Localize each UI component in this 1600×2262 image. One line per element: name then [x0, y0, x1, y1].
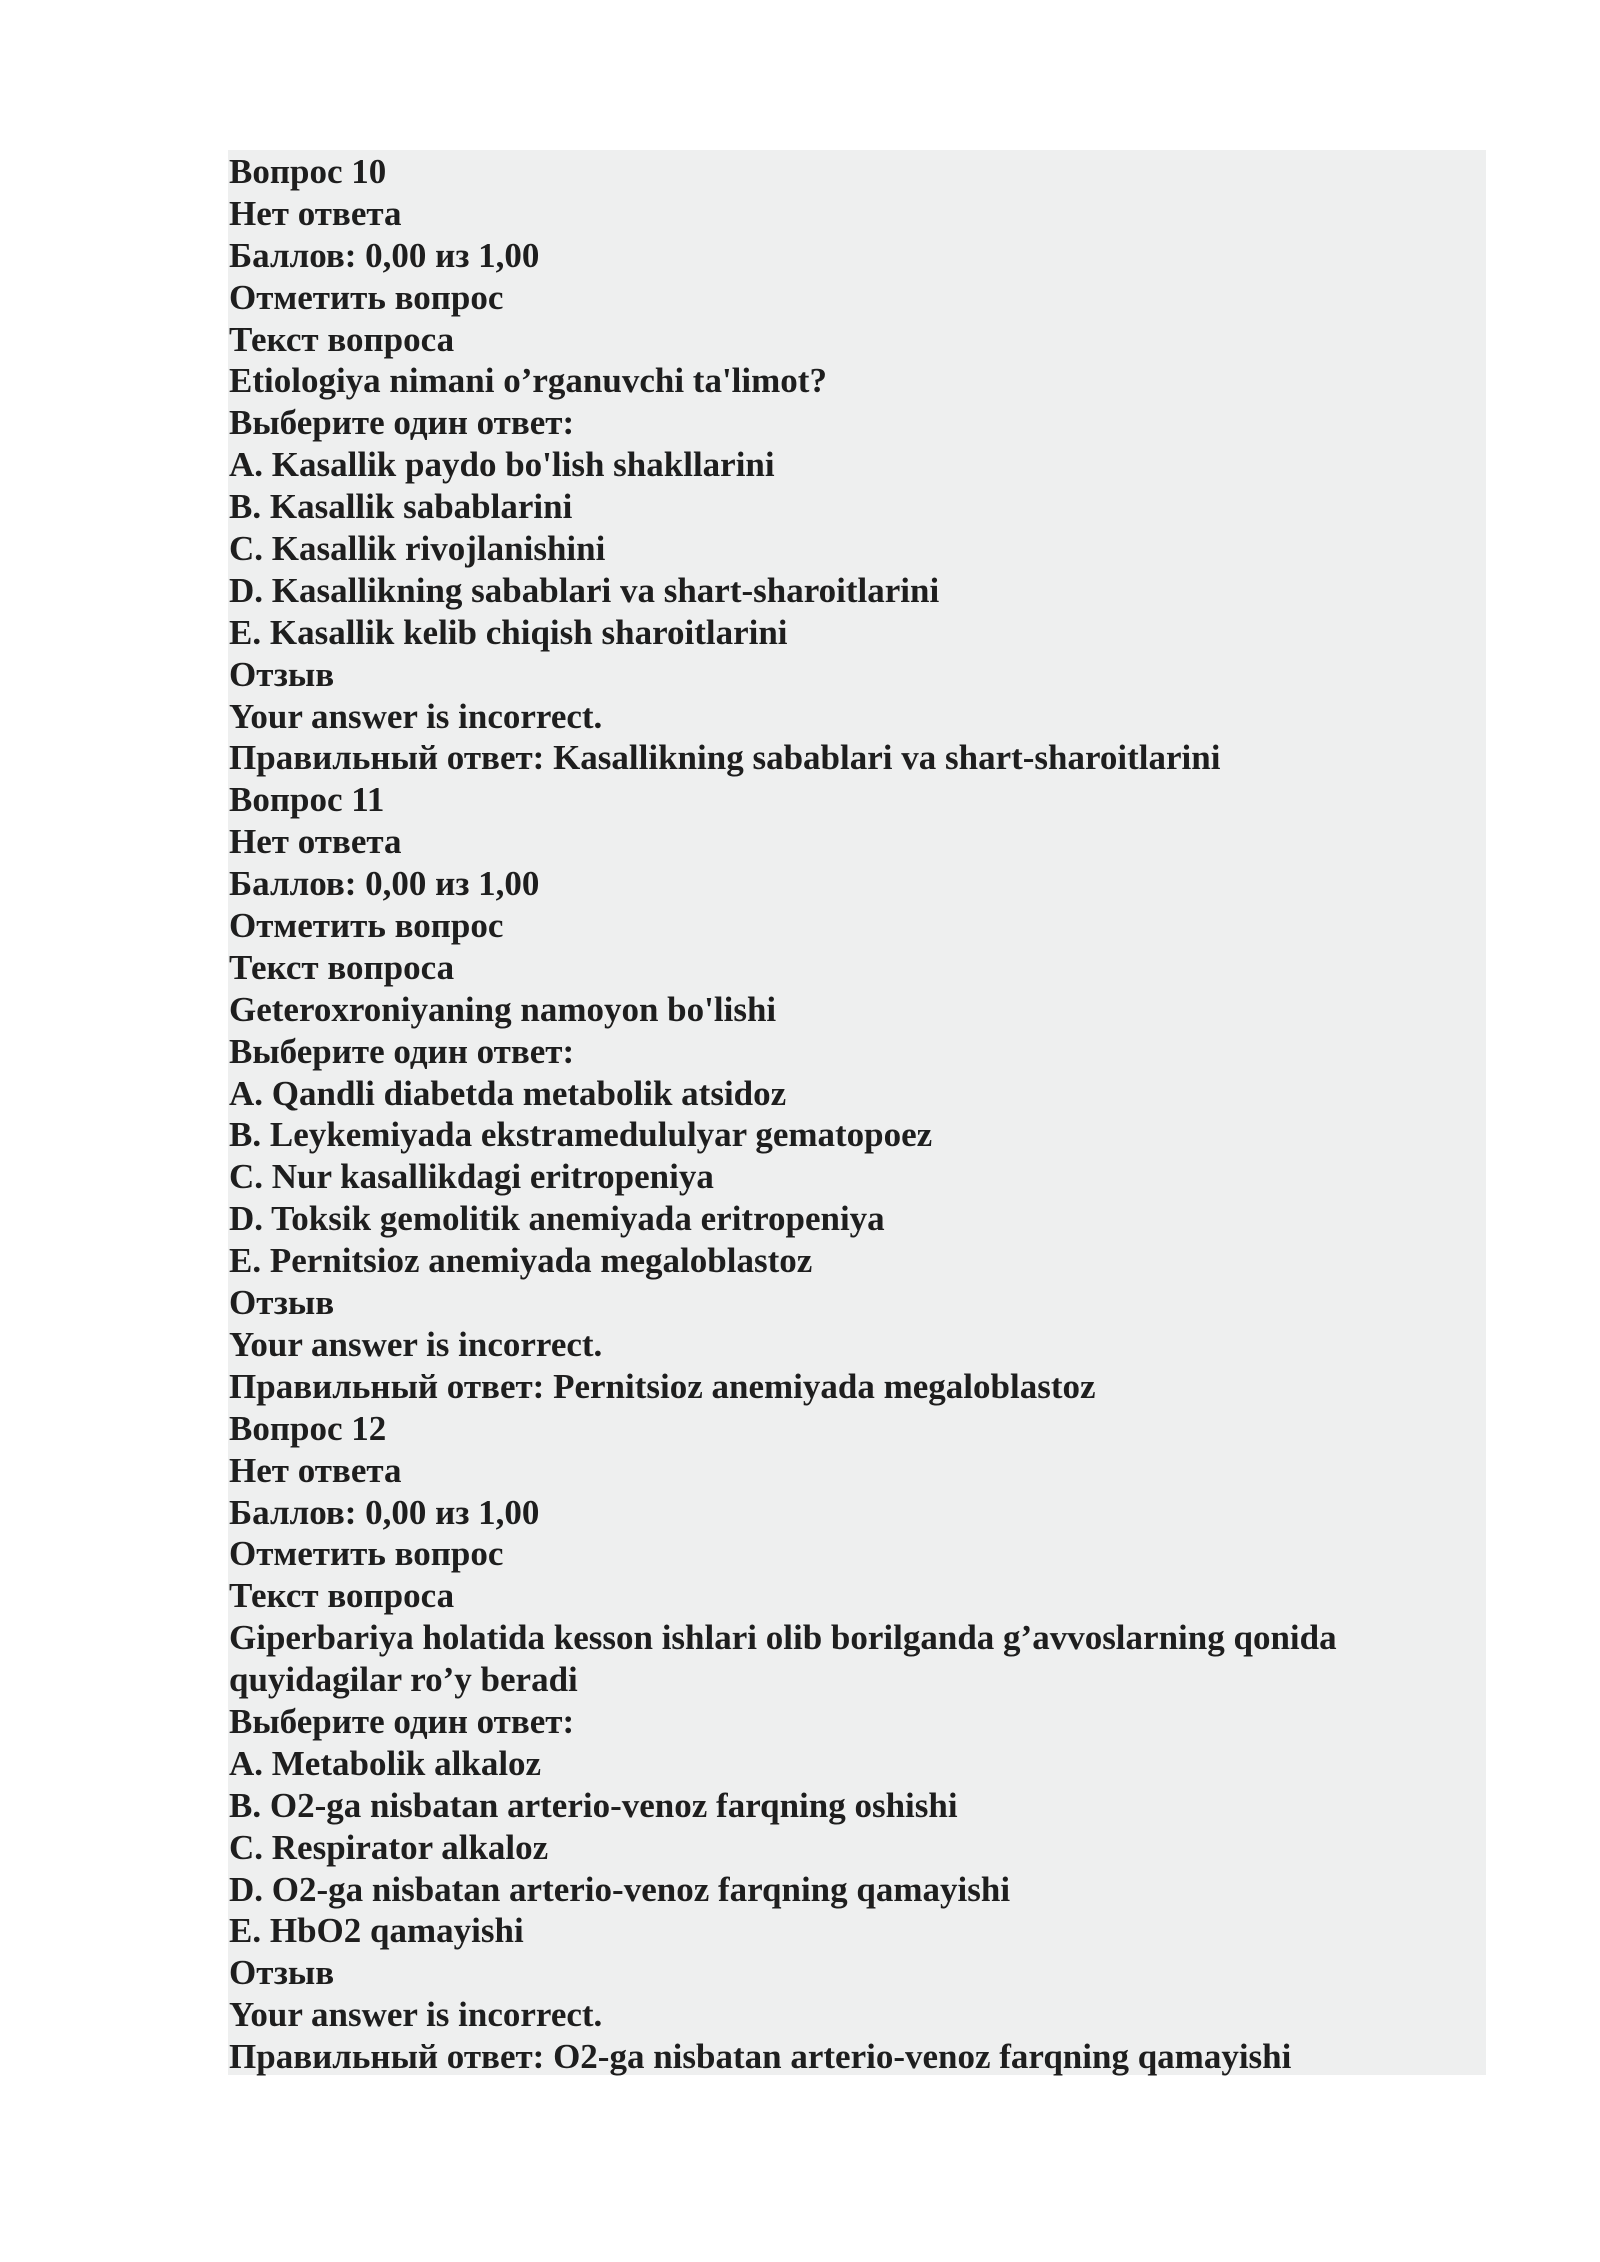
feedback-text: Your answer is incorrect. — [229, 696, 603, 736]
question-block — [229, 151, 1479, 779]
answer-status: Нет ответа — [229, 1450, 402, 1490]
quiz-review — [229, 151, 1479, 2078]
question-text-label: Текст вопроса — [229, 947, 455, 987]
answer-status: Нет ответа — [229, 193, 402, 233]
question-text: Giperbariya holatida kesson ishlari olib borilganda g’avvoslarning qonida quyidagilar ro’y beradi — [229, 1618, 1337, 1700]
answer-option-b[interactable]: B. O2-ga nisbatan arterio-venoz farqning oshishi — [229, 1785, 958, 1825]
question-text-label: Текст вопроса — [229, 1576, 455, 1616]
answer-option-d[interactable]: D. O2-ga nisbatan arterio-venoz farqning qamayishi — [229, 1869, 1011, 1909]
answer-option-b[interactable]: B. Leykemiyada ekstramedululyar gematopoez — [229, 1115, 933, 1155]
answer-option-c[interactable]: C. Respirator alkaloz — [229, 1827, 549, 1867]
question-block — [229, 779, 1479, 1407]
choose-one-label: Выберите один ответ: — [229, 1031, 575, 1071]
answer-option-a[interactable]: A. Kasallik paydo bo'lish shakllarini — [229, 445, 775, 485]
question-text: Geteroxroniyaning namoyon bo'lishi — [229, 989, 777, 1029]
answer-option-b[interactable]: B. Kasallik sabablarini — [229, 487, 573, 527]
question-title: Вопрос 11 — [229, 780, 385, 820]
answer-option-e[interactable]: E. HbO2 qamayishi — [229, 1911, 524, 1951]
question-text: Etiologiya nimani o’rganuvchi ta'limot? — [229, 361, 827, 401]
answer-status: Нет ответа — [229, 822, 402, 862]
question-block — [229, 1408, 1479, 2078]
question-text-label: Текст вопроса — [229, 319, 455, 359]
flag-question-link[interactable]: Отметить вопрос — [229, 906, 504, 946]
correct-answer: Правильный ответ: Pernitsioz anemiyada megaloblastoz — [229, 1366, 1096, 1406]
answer-option-a[interactable]: A. Qandli diabetda metabolik atsidoz — [229, 1073, 787, 1113]
feedback-text: Your answer is incorrect. — [229, 1324, 603, 1364]
correct-answer: Правильный ответ: O2-ga nisbatan arterio-venoz farqning qamayishi — [229, 2037, 1292, 2077]
answer-option-c[interactable]: C. Nur kasallikdagi eritropeniya — [229, 1157, 714, 1197]
question-title: Вопрос 12 — [229, 1408, 387, 1448]
feedback-label: Отзыв — [229, 1953, 335, 1993]
feedback-label: Отзыв — [229, 1283, 335, 1323]
answer-option-e[interactable]: E. Pernitsioz anemiyada megaloblastoz — [229, 1241, 813, 1281]
correct-answer: Правильный ответ: Kasallikning sabablari va shart-sharoitlarini — [229, 738, 1221, 778]
flag-question-link[interactable]: Отметить вопрос — [229, 1534, 504, 1574]
score-text: Баллов: 0,00 из 1,00 — [229, 235, 540, 275]
feedback-label: Отзыв — [229, 654, 335, 694]
answer-option-a[interactable]: A. Metabolik alkaloz — [229, 1743, 542, 1783]
score-text: Баллов: 0,00 из 1,00 — [229, 864, 540, 904]
flag-question-link[interactable]: Отметить вопрос — [229, 277, 504, 317]
feedback-text: Your answer is incorrect. — [229, 1995, 603, 2035]
choose-one-label: Выберите один ответ: — [229, 403, 575, 443]
question-title: Вопрос 10 — [229, 152, 387, 191]
score-text: Баллов: 0,00 из 1,00 — [229, 1492, 540, 1532]
answer-option-c[interactable]: C. Kasallik rivojlanishini — [229, 529, 606, 569]
answer-option-d[interactable]: D. Toksik gemolitik anemiyada eritropeniya — [229, 1199, 885, 1239]
answer-option-d[interactable]: D. Kasallikning sabablari va shart-sharoitlarini — [229, 570, 940, 610]
choose-one-label: Выберите один ответ: — [229, 1701, 575, 1741]
answer-option-e[interactable]: E. Kasallik kelib chiqish sharoitlarini — [229, 612, 788, 652]
